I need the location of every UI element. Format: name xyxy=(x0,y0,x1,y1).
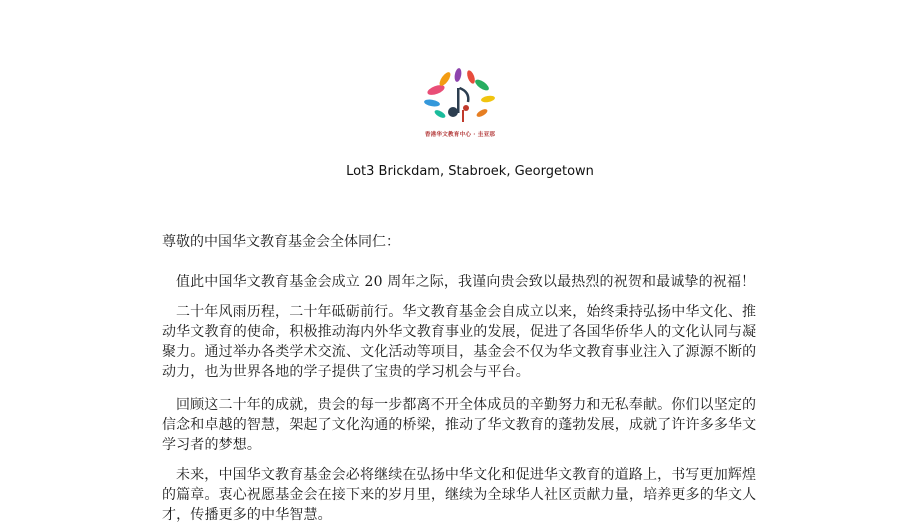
paragraph-3: 回顾这二十年的成就，贵会的每一步都离不开全体成员的辛勤努力和无私奉献。你们以坚定的信念和卓越的智慧，架起了文化沟通的桥梁，推动了华文教育的蓬勃发展，成就了许许多多华文学习者的梦想。 xyxy=(162,397,757,453)
salutation: 尊敬的中国华文教育基金会全体同仁： xyxy=(162,234,400,250)
logo-caption: 香港华文教育中心 · 圭亚那 xyxy=(424,132,496,138)
address-line: Lot3 Brickdam, Stabroek, Georgetown xyxy=(346,164,594,179)
paragraph-4: 未来，中国华文教育基金会必将继续在弘扬中华文化和促进华文教育的道路上，书写更加辉煌的篇章。衷心祝愿基金会在接下来的岁月里，继续为全球华人社区贡献力量，培养更多的华文人才，传播更多的中华智慧。 xyxy=(162,467,757,523)
paragraph-2: 二十年风雨历程，二十年砥砺前行。华文教育基金会自成立以来，始终秉持弘扬中华文化、推动华文教育的使命，积极推动海内外华文教育事业的发展，促进了各国华侨华人的文化认同与凝聚力。通过举办各类学术交流、文化活动等项目，基金会不仅为华文教育事业注入了源源不断的动力，也为世界各地的学子提供了宝贵的学习机会与平台。 xyxy=(162,304,757,380)
paragraph-1: 值此中国华文教育基金会成立 20 周年之际，我谨向贵会致以最热烈的祝贺和最诚挚的祝福！ xyxy=(176,274,756,290)
letter-body xyxy=(162,232,762,523)
